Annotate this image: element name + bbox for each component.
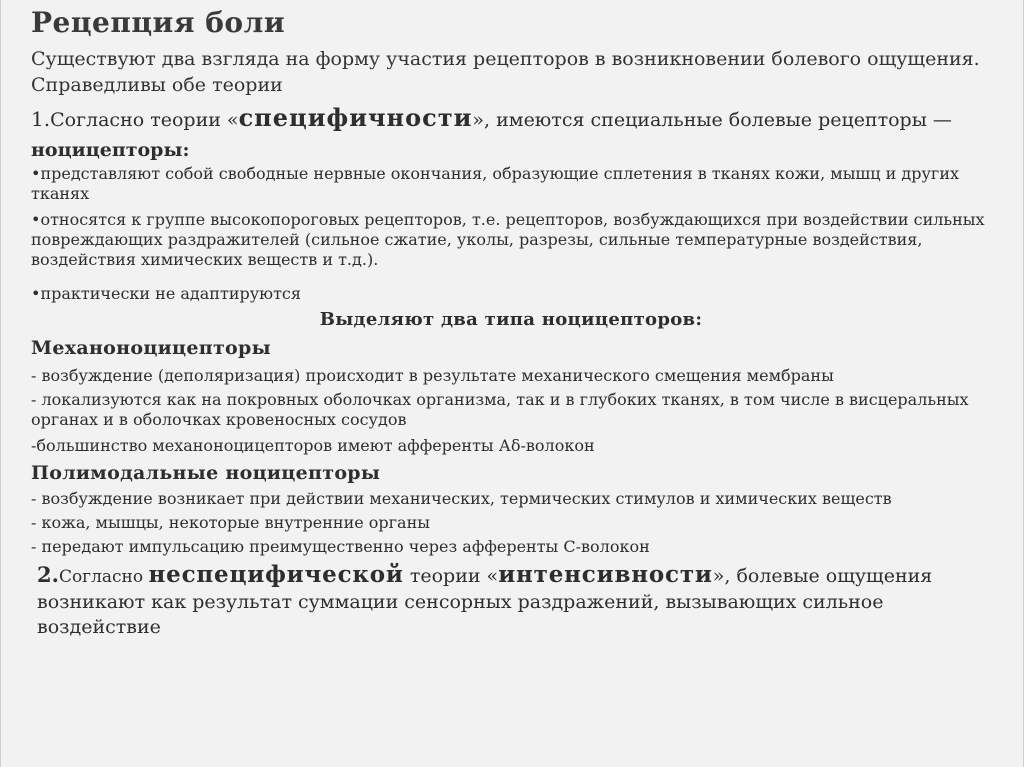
theory-2-suffix: », — [712, 565, 737, 587]
theory-2-number: 2. — [37, 562, 59, 587]
mechano-item: - локализуются как на покровных оболочках организма, так и в глубоких тканях, в том числе в висцеральных органах и в оболочках кровеносных сосудов — [31, 390, 969, 429]
theory-2-rest: болевые ощущения возникают как результат суммации сенсорных раздражений, вызывающих сильное воздействие — [37, 565, 933, 638]
mechano-heading: Механоноцицепторы — [31, 337, 271, 359]
bullet-item: •представляют собой свободные нервные окончания, образующие сплетения в тканях кожи, мышц и других тканях — [31, 164, 959, 203]
intro-paragraph: Существуют два взгляда на форму участия рецепторов в возникновении болевого ощущения. Справедливы обе теории — [31, 48, 980, 96]
mechano-item: -большинство механоноцицепторов имеют афференты Аδ-волокон — [31, 436, 595, 455]
bullet-item: •практически не адаптируются — [31, 284, 301, 303]
theory-1-prefix: Согласно теории « — [50, 109, 239, 131]
theory-2-paragraph — [37, 562, 937, 640]
theory-1-number: 1. — [31, 107, 51, 131]
slide-title: Рецепция боли — [31, 6, 286, 39]
bullet-item: •относятся к группе высокопороговых рецепторов, т.е. рецепторов, возбуждающихся при воздействии сильных повреждающих раздражителей (сильное сжатие, уколы, разрезы, сильные температурные воздействия, воздействия химических веществ и т.д.). — [31, 210, 985, 269]
theory-1-paragraph — [31, 103, 991, 165]
polymodal-item: - передают импульсацию преимущественно через афференты С-волокон — [31, 537, 650, 556]
theory-1-suffix: », имеются специальные болевые рецепторы — — [472, 109, 952, 131]
theory-1-term: ноцицепторы: — [31, 139, 190, 161]
theory-2-middle: теории « — [403, 565, 499, 587]
polymodal-item: - возбуждение возникает при действии механических, термических стимулов и химических веществ — [31, 489, 892, 508]
theory-2-key-term-1: неспецифической — [148, 561, 404, 588]
mechano-item: - возбуждение (деполяризация) происходит в результате механического смещения мембраны — [31, 366, 834, 385]
polymodal-heading: Полимодальные ноцицепторы — [31, 462, 381, 484]
types-heading: Выделяют два типа ноцицепторов: — [319, 309, 703, 330]
theory-2-key-term-2: интенсивности — [498, 561, 713, 588]
polymodal-item: - кожа, мышцы, некоторые внутренние органы — [31, 513, 430, 532]
theory-1-key-term: специфичности — [238, 103, 473, 132]
theory-2-prefix: Согласно — [58, 567, 149, 587]
